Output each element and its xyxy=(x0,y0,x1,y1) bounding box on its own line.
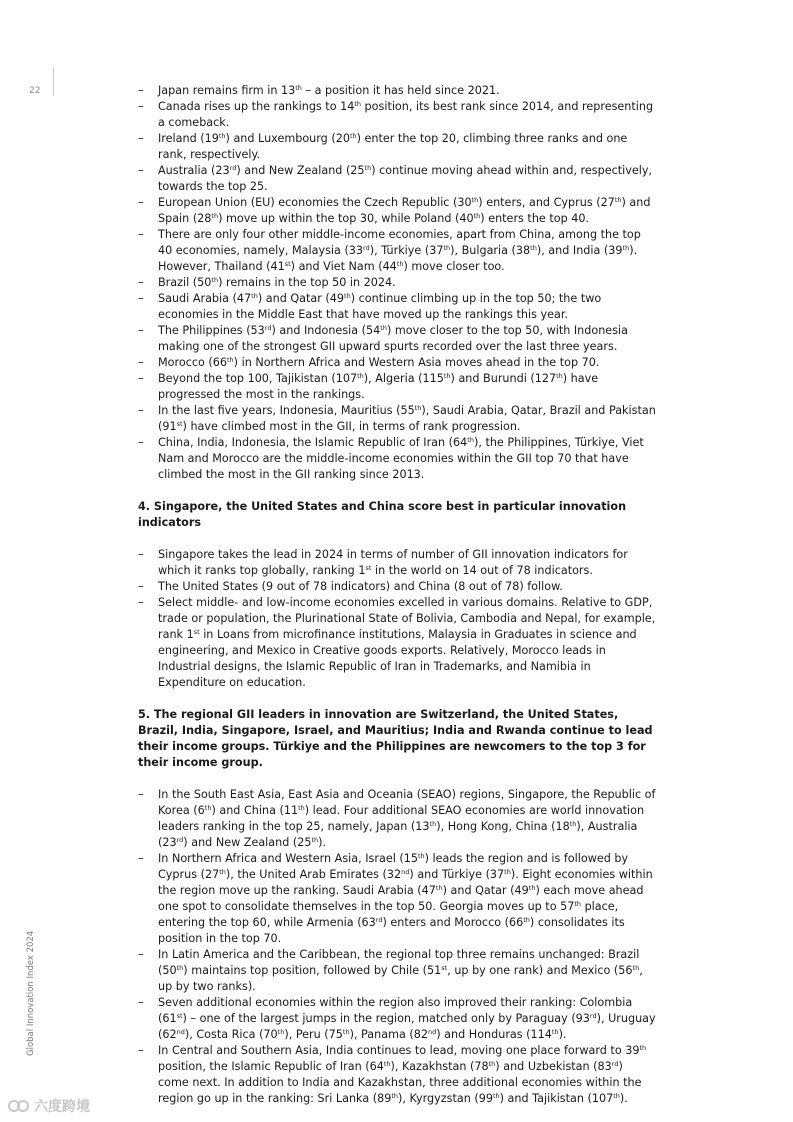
bullet-dash: – xyxy=(138,84,144,97)
section4-heading: 4. Singapore, the United States and China score best in particular innovation indicators xyxy=(138,500,627,529)
ordinal-suffix: rd xyxy=(611,1060,619,1068)
ordinal-suffix: th xyxy=(344,292,351,300)
watermark-logo-icon xyxy=(8,1099,30,1113)
bullet-item: – There are only four other middle-income economies, apart from China, among the top 40 economies, namely, Malaysia (33rd), Türkiye (37th), Bulgaria (38th), and India (39th). However, Thailand (41st) and Viet Nam (44th) move closer too. xyxy=(138,228,641,273)
ordinal-suffix: th xyxy=(530,244,537,252)
ordinal-suffix: th xyxy=(622,244,630,252)
ordinal-suffix: th xyxy=(488,1060,496,1068)
bullet-item: – European Union (EU) economies the Czech Republic (30th) enters, and Cyprus (27th) and Spain (28th) move up within the top 30, while Poland (40th) enters the top 40. xyxy=(138,196,651,225)
ordinal-suffix: th xyxy=(342,1028,350,1036)
watermark xyxy=(8,1096,90,1116)
bullet-dash: – xyxy=(138,292,144,305)
bullet-item: – The United States (9 out of 78 indicators) and China (8 out of 78) follow. xyxy=(138,580,563,593)
bullet-dash: – xyxy=(138,164,144,177)
ordinal-suffix: th xyxy=(473,212,481,220)
section3-bullet-list xyxy=(138,83,656,483)
bullet-dash: – xyxy=(138,1044,144,1057)
ordinal-suffix: th xyxy=(277,1028,285,1036)
ordinal-suffix: th xyxy=(349,132,357,140)
ordinal-suffix: th xyxy=(218,132,226,140)
bullet-item: – In the last five years, Indonesia, Mauritius (55th), Saudi Arabia, Qatar, Brazil and Pakistan (91st) have climbed most in the GII, in terms of rank progression. xyxy=(138,404,656,433)
bullet-dash: – xyxy=(138,596,144,609)
ordinal-suffix: th xyxy=(639,1044,647,1052)
ordinal-suffix: th xyxy=(429,820,437,828)
ordinal-suffix: th xyxy=(632,964,640,972)
ordinal-suffix: th xyxy=(380,324,387,332)
ordinal-suffix: th xyxy=(414,404,422,412)
bullet-dash: – xyxy=(138,356,144,369)
bullet-item: – Saudi Arabia (47th) and Qatar (49th) continue climbing up in the top 50; the two economies in the Middle East that have moved up the rankings this year. xyxy=(138,292,602,321)
ordinal-suffix: rd xyxy=(176,836,184,844)
bullet-item: – Seven additional economies within the region also improved their ranking: Colombia (61st) – one of the largest jumps in the region, matched only by Paraguay (93rd), Uruguay (62nd), Costa Rica (70th), Peru (75th), Panama (82nd) and Honduras (114th). xyxy=(138,996,656,1041)
bullet-dash: – xyxy=(138,852,144,865)
bullet-dash: – xyxy=(138,788,144,801)
bullet-dash: – xyxy=(138,580,144,593)
ordinal-suffix: th xyxy=(467,436,474,444)
main-content xyxy=(138,83,656,1107)
ordinal-suffix: th xyxy=(227,356,234,364)
ordinal-suffix: st xyxy=(441,964,448,972)
ordinal-suffix: th xyxy=(298,804,305,812)
report-title-vertical: Global Innovation Index 2024 xyxy=(26,930,36,1056)
bullet-item: – Beyond the top 100, Tajikistan (107th), Algeria (115th) and Burundi (127th) have progressed the most in the rankings. xyxy=(138,372,599,401)
section4-bullet-list xyxy=(138,547,656,691)
ordinal-suffix: th xyxy=(391,1092,399,1100)
bullet-item: – Select middle- and low-income economies excelled in various domains. Relative to GDP, trade or population, the Plurinational State of Bolivia, Cambodia and Nepal, for example, rank 1st in Loans from microfinance institutions, Malaysia in Graduates in science and engineering, and Mexico in Creative goods exports. Relatively, Morocco leads in Industrial designs, the Islamic Republic of Iran in Trademarks, and Namibia in Expenditure on education. xyxy=(138,596,656,689)
ordinal-suffix: th xyxy=(614,196,622,204)
ordinal-suffix: nd xyxy=(176,1028,185,1036)
ordinal-suffix: nd xyxy=(401,868,410,876)
ordinal-suffix: st xyxy=(193,628,200,636)
section5-bullet-list xyxy=(138,787,656,1107)
bullet-dash: – xyxy=(138,324,144,337)
ordinal-suffix: th xyxy=(492,1092,500,1100)
bullet-item: – China, India, Indonesia, the Islamic Republic of Iran (64th), the Philippines, Türkiye, Viet Nam and Morocco are the middle-income economies within the GII top 70 that have climbed the most in the GII ranking since 2013. xyxy=(138,436,644,481)
page-number: 22 xyxy=(29,86,41,96)
ordinal-suffix: th xyxy=(443,244,451,252)
ordinal-suffix: th xyxy=(435,884,443,892)
ordinal-suffix: th xyxy=(551,1028,559,1036)
bullet-dash: – xyxy=(138,996,144,1009)
ordinal-suffix: th xyxy=(176,964,184,972)
bullet-dash: – xyxy=(138,548,144,561)
bullet-item: – In the South East Asia, East Asia and Oceania (SEAO) regions, Singapore, the Republic of Korea (6th) and China (11th) lead. Four additional SEAO economies are world innovation leaders ranking in the top 25, namely, Japan (13th), Hong Kong, China (18th), Australia (23rd) and New Zealand (25th). xyxy=(138,788,656,849)
ordinal-suffix: rd xyxy=(229,164,237,172)
bullet-item: – Japan remains firm in 13th – a position it has held since 2021. xyxy=(138,84,500,97)
ordinal-suffix: th xyxy=(396,260,404,268)
ordinal-suffix: th xyxy=(251,292,258,300)
ordinal-suffix: th xyxy=(569,820,577,828)
bullet-dash: – xyxy=(138,436,144,449)
bullet-dash: – xyxy=(138,404,144,417)
ordinal-suffix: th xyxy=(471,196,479,204)
bullet-item: – Morocco (66th) in Northern Africa and Western Asia moves ahead in the top 70. xyxy=(138,356,600,369)
bullet-item: – Canada rises up the rankings to 14th position, its best rank since 2014, and representing a comeback. xyxy=(138,100,654,129)
bullet-item: – In Northern Africa and Western Asia, Israel (15th) leads the region and is followed by Cyprus (27th), the United Arab Emirates (32nd) and Türkiye (37th). Eight economies within the region move up the ranking. Saudi Arabia (47th) and Qatar (49th) each move ahead one spot to consolidate themselves in the top 50. Georgia moves up to 57th place, entering the top 60, while Armenia (63rd) enters and Morocco (66th) consolidates its position in the top 70. xyxy=(138,852,653,945)
bullet-item: – Brazil (50th) remains in the top 50 in 2024. xyxy=(138,276,396,289)
bullet-item: – Singapore takes the lead in 2024 in terms of number of GII innovation indicators for which it ranks top globally, ranking 1st in the world on 14 out of 78 indicators. xyxy=(138,548,628,577)
margin-rule xyxy=(53,68,54,96)
bullet-dash: – xyxy=(138,132,144,145)
ordinal-suffix: st xyxy=(284,260,291,268)
ordinal-suffix: th xyxy=(556,372,563,380)
ordinal-suffix: th xyxy=(417,852,425,860)
ordinal-suffix: st xyxy=(176,420,183,428)
ordinal-suffix: th xyxy=(219,868,226,876)
bullet-dash: – xyxy=(138,100,144,113)
bullet-item: – The Philippines (53rd) and Indonesia (54th) move closer to the top 50, with Indonesia making one of the strongest GII upward spurts recorded over the last three years. xyxy=(138,324,628,353)
bullet-item: – Ireland (19th) and Luxembourg (20th) enter the top 20, climbing three ranks and one rank, respectively. xyxy=(138,132,628,161)
bullet-dash: – xyxy=(138,228,144,241)
watermark-text: 六度跨境 xyxy=(34,1099,90,1115)
bullet-item: – In Central and Southern Asia, India continues to lead, moving one place forward to 39th position, the Islamic Republic of Iran (64th), Kazakhstan (78th) and Uzbekistan (83rd) come next. In addition to India and Kazakhstan, three additional economies within the region go up in the ranking: Sri Lanka (89th), Kyrgyzstan (99th) and Tajikistan (107th). xyxy=(138,1044,647,1105)
ordinal-suffix: th xyxy=(295,84,302,92)
ordinal-suffix: th xyxy=(364,164,372,172)
ordinal-suffix: nd xyxy=(428,1028,437,1036)
ordinal-suffix: st xyxy=(365,564,372,572)
ordinal-suffix: th xyxy=(211,212,219,220)
ordinal-suffix: th xyxy=(357,372,364,380)
ordinal-suffix: th xyxy=(574,900,582,908)
ordinal-suffix: th xyxy=(211,276,219,284)
bullet-item: – In Latin America and the Caribbean, the regional top three remains unchanged: Brazil (50th) maintains top position, followed by Chile (51st, up by one rank) and Mexico (56th, up by two ranks). xyxy=(138,948,643,993)
bullet-dash: – xyxy=(138,372,144,385)
ordinal-suffix: rd xyxy=(264,324,272,332)
ordinal-suffix: th xyxy=(528,884,536,892)
bullet-item: – Australia (23rd) and New Zealand (25th) continue moving ahead within and, respectively, towards the top 25. xyxy=(138,164,653,193)
ordinal-suffix: st xyxy=(176,1012,183,1020)
ordinal-suffix: th xyxy=(443,372,451,380)
ordinal-suffix: rd xyxy=(589,1012,597,1020)
bullet-dash: – xyxy=(138,196,144,209)
section5-heading: 5. The regional GII leaders in innovation are Switzerland, the United States, Brazil, India, Singapore, Israel, and Mauritius; India and Rwanda continue to lead their income groups. Türkiye and the Philippines are newcomers to the top 3 for their income group. xyxy=(138,708,653,769)
ordinal-suffix: th xyxy=(523,916,530,924)
ordinal-suffix: th xyxy=(311,836,319,844)
ordinal-suffix: th xyxy=(383,1060,391,1068)
ordinal-suffix: rd xyxy=(363,244,370,252)
bullet-dash: – xyxy=(138,948,144,961)
ordinal-suffix: rd xyxy=(375,916,383,924)
ordinal-suffix: th xyxy=(204,804,212,812)
ordinal-suffix: th xyxy=(504,868,511,876)
ordinal-suffix: th xyxy=(613,1092,620,1100)
bullet-dash: – xyxy=(138,276,144,289)
ordinal-suffix: th xyxy=(354,100,361,108)
